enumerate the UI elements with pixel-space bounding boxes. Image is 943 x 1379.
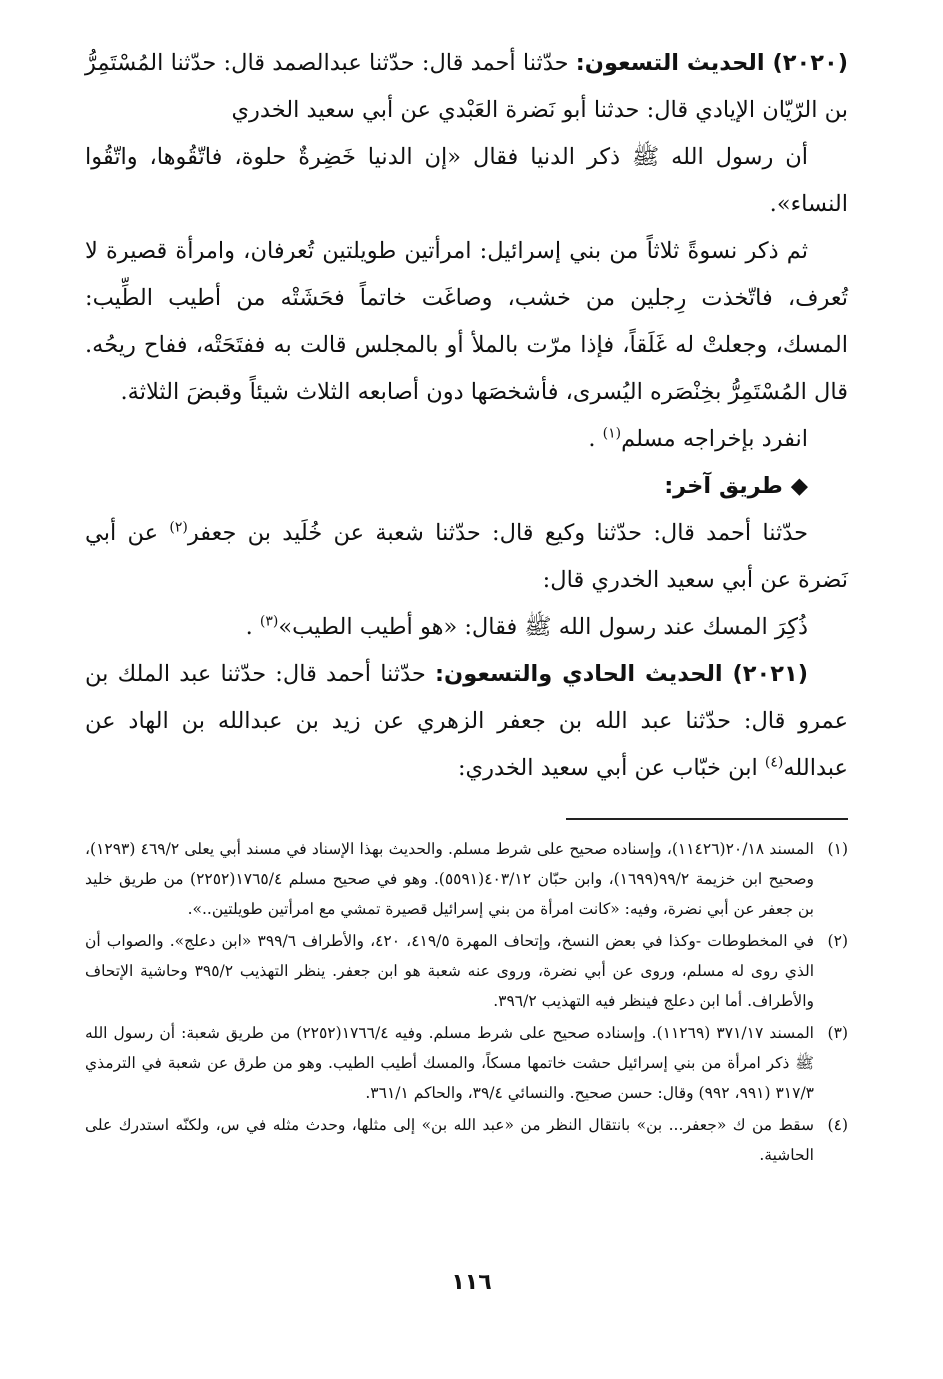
footnote-1 (85, 834, 848, 924)
hadith-2021-title: (٢٠٢١) الحديث الحادي والتسعون: (435, 661, 809, 687)
another-route-matn (85, 604, 848, 651)
footnote-text: سقط من ك «جعفر... بن» بانتقال النظر من «عبد الله بن» إلى مثلها، وحدث مثله في س، ولكنّه استدرك على الحاشية. (85, 1116, 814, 1164)
footnotes (85, 834, 848, 1170)
hadith-2020-isnad (85, 40, 848, 134)
another-route-heading: ◆ طريق آخر: (664, 473, 808, 499)
another-route-matn-end: . (245, 614, 260, 640)
hadith-2021-isnad-text: حدّثنا أحمد قال: حدّثنا عبد الملك بن عمرو قال: حدّثنا عبد الله بن جعفر الزهري عن زيد بن عبدالله بن الهاد عن عبدالله (85, 661, 848, 781)
footnote-ref-3[interactable]: (٣) (259, 613, 279, 630)
hadith-2020-matn-1: أن رسول الله ﷺ ذكر الدنيا فقال «إن الدنيا خَضِرةٌ حلوة، فاتّقُوها، واتّقُوا النساء». (85, 144, 848, 217)
footnote-text: في المخطوطات -وكذا في بعض النسخ، وإتحاف المهرة ٤١٩/٥، ٤٢٠، والأطراف ٣٩٩/٦ «ابن دعلج». والصواب أن الذي روى له مسلم، وروى عن أبي نضرة، وروى عنه شعبة هو ابن جعفر. ينظر التهذيب ٣٩٥/٢ وحاشية الإتحاف والأطراف. أما ابن دعلج فينظر فيه التهذيب ٣٩٦/٢. (85, 932, 815, 1010)
footnote-number: (٤) (827, 1116, 848, 1134)
another-route-isnad (85, 510, 848, 604)
hadith-2020-conclusion (85, 416, 848, 463)
footnote-ref-4[interactable]: (٤) (764, 754, 784, 771)
footnote-number: (٣) (827, 1024, 848, 1042)
footnote-text: المسند ٢٠/١٨(١١٤٢٦)، وإسناده صحيح على شرط مسلم. والحديث بهذا الإسناد في مسند أبي يعلى ٤٦٩/٢ (١٢٩٣)، وصحيح ابن خزيمة ٩٩/٢(١٦٩٩)، وابن حبّان ٤٠٣/١٢(٥٥٩١). وهو في صحيح مسلم ١٧٦٥/٤(٢٢٥٢) من طريق خليد بن جعفر عن أبي نضرة، وفيه: «كانت امرأة من بني إسرائيل قصيرة تمشي مع امرأتين طويلتين..». (85, 840, 814, 918)
footnote-3 (85, 1018, 848, 1108)
footnote-separator (566, 818, 848, 820)
another-route-isnad-text: حدّثنا أحمد قال: حدّثنا وكيع قال: حدّثنا شعبة عن خُلَيد بن جعفر (187, 520, 808, 546)
footnote-ref-2[interactable]: (٢) (169, 519, 188, 536)
another-route-matn-text: ذُكِرَ المسك عند رسول الله ﷺ فقال: «هو أطيب الطيب» (278, 614, 808, 640)
hadith-2020-isnad-text: حدّثنا أحمد قال: حدّثنا عبدالصمد قال: حدّثنا المُسْتَمِرُّ بن الرّيّان الإيادي قال: حدثنا أبو نَضرة العَبْدي عن أبي سعيد الخدري (85, 50, 848, 123)
footnote-4 (85, 1110, 848, 1170)
footnote-2 (85, 926, 848, 1016)
page-number: ١١٦ (451, 1270, 492, 1295)
hadith-2020-matn-2: ثم ذكر نسوةً ثلاثاً من بني إسرائيل: امرأتين طويلتين تُعرفان، وامرأة قصيرة لا تُعرف، فاتّخذت رِجلين من خشب، وصاغَت خاتماً فحَشَتْه من أطيب الطِّيب: المسك، وجعلتْ له غَلَقاً، فإذا مرّت بالملأ أو بالمجلس قالت به ففتَحَتْه، ففاح ريحُه. قال المُسْتَمِرُّ بخِنْصَره اليُسرى، فأشخصَها دون أصابعه الثلاث شيئاً وقبضَ الثلاثة. (85, 238, 848, 405)
hadith-2021-isnad (85, 651, 848, 792)
footnote-number: (١) (827, 840, 848, 858)
another-route-isnad-rest: عن أبي نَضرة عن أبي سعيد الخدري قال: (85, 520, 848, 593)
conclusion-end: . (588, 426, 603, 452)
main-text (85, 40, 848, 792)
footnote-number: (٢) (827, 932, 848, 950)
hadith-2020-title: (٢٠٢٠) الحديث التسعون: (575, 50, 849, 76)
footnote-text: المسند ٣٧١/١٧ (١١٢٦٩). وإسناده صحيح على شرط مسلم. وفيه ١٧٦٦/٤(٢٢٥٢) من طريق شعبة: أن رسول الله ﷺ ذكر امرأة من بني إسرائيل حشت خاتمها مسكاً، والمسك أطيب الطيب. وهو من طرق عن شعبة في الترمذي ٣١٧/٣ (٩٩١، ٩٩٢) وقال: حسن صحيح. والنسائي ٣٩/٤، والحاكم ٣٦١/١. (85, 1024, 814, 1102)
conclusion-text: انفرد بإخراجه مسلم (621, 426, 808, 452)
footnote-ref-1[interactable]: (١) (602, 425, 622, 442)
hadith-2021-isnad-rest: ابن خبّاب عن أبي سعيد الخدري: (457, 755, 765, 781)
